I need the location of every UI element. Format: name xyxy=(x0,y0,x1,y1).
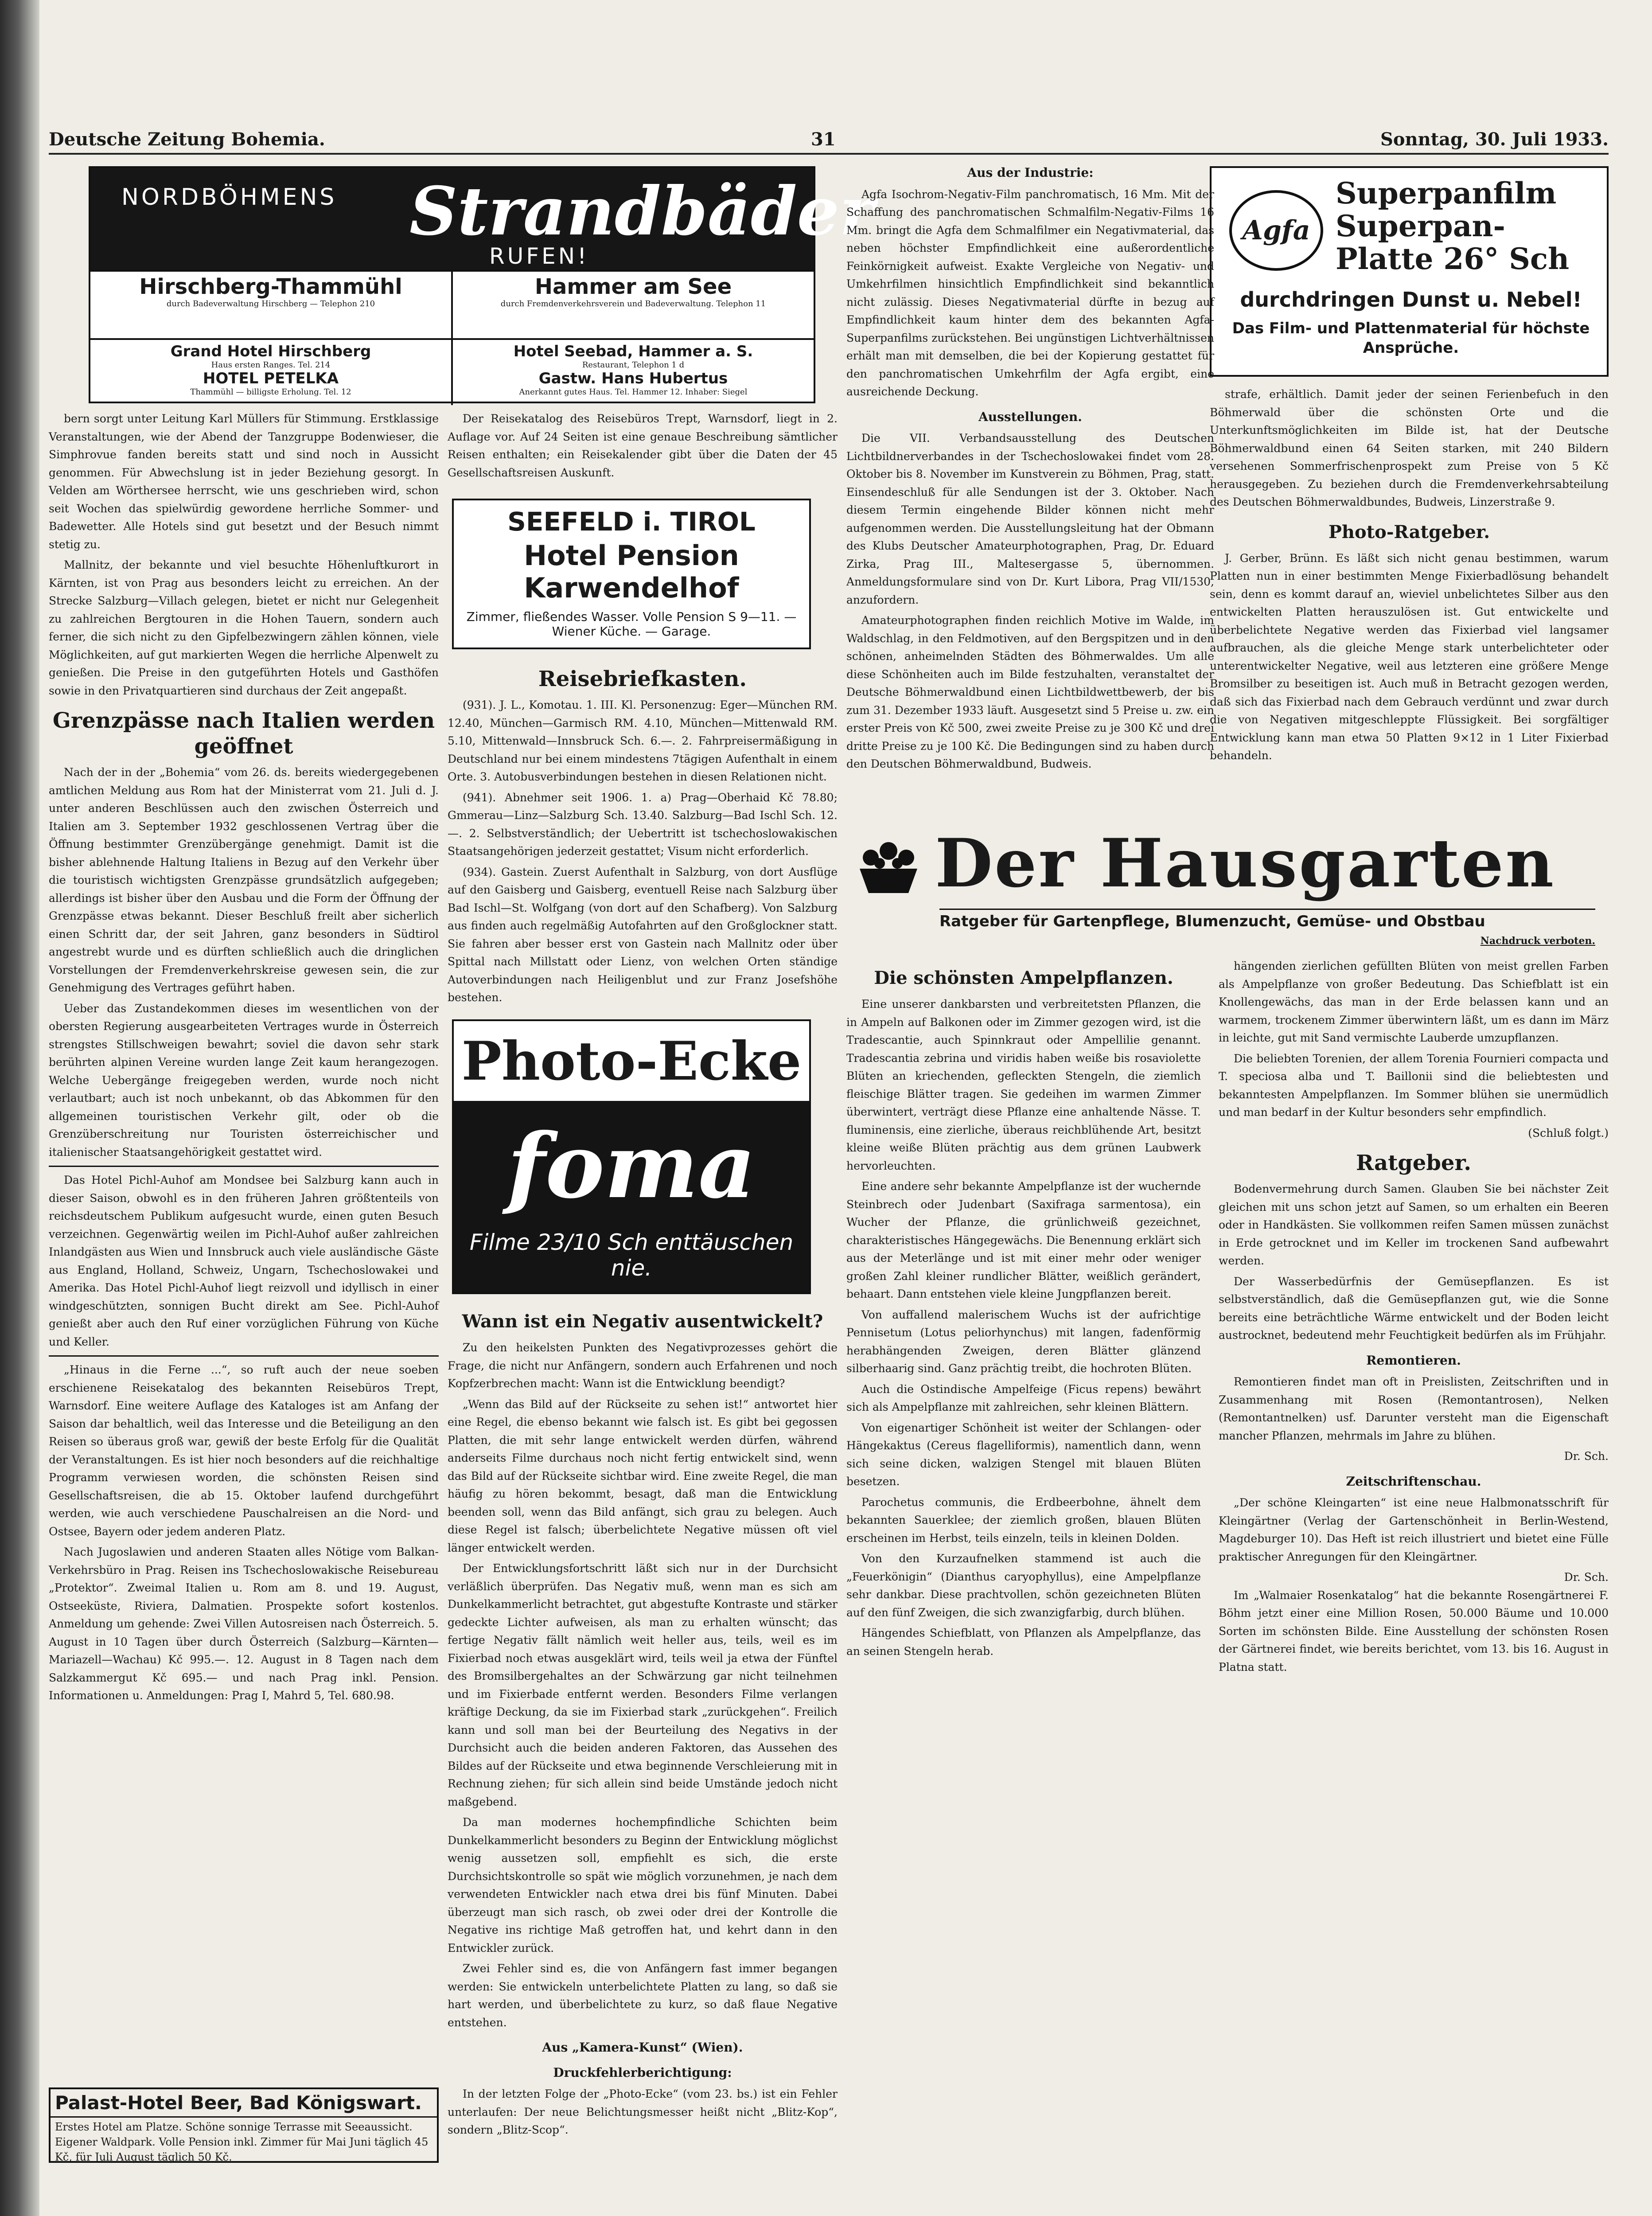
cell-sub: durch Badeverwaltung Hirschberg — Telephon 210 xyxy=(166,299,375,308)
negativ-article xyxy=(448,1301,838,2142)
ratgeber-column xyxy=(1219,957,1609,1679)
strandbaeder-row2 xyxy=(90,338,814,405)
strandbaeder-cell-hirschberg xyxy=(90,272,453,338)
strandbaeder-title: Strandbäder xyxy=(409,172,875,250)
seefeld-title: SEEFELD i. TIROL xyxy=(507,507,756,537)
strandbaeder-line1: NORDBÖHMENS xyxy=(121,184,337,211)
superpan-subtitle: durchdringen Dunst u. Nebel! xyxy=(1240,288,1582,312)
negativ-source: Aus „Kamera-Kunst“ (Wien). xyxy=(542,2040,743,2055)
headline-zeitschriftenschau: Zeitschriftenschau. xyxy=(1346,1474,1481,1489)
paragraph: bern sorgt unter Leitung Karl Müllers für Stimmung. Erstklassige Veranstaltungen, wie der Abend der Tanzgruppe Bodenwieser, die Simphrovue fanden bereits statt und sind noch in Aussicht genommen. Für Abwechslung ist in jeder Beziehung gesorgt. In Velden am Wörthersee herrscht, wie uns geschrieben wird, schon seit Wochen das spielwürdig gewordene herrliche Sommer- und Badewetter. Alle Hotels sind gut besetzt und der Besuch nimmt stetig zu. xyxy=(49,412,439,551)
paragraph: hängenden zierlichen gefüllten Blüten von meist grellen Farben als Ampelpflanze von großer Bedeutung. Das Schiefblatt ist ein Knollengewächs, das man in der Erde belassen kann und an warmem, trockenem Zimmer überwintern läßt, um es dann im März in leichte, gut mit Sand vermischte Lauberde umzupflanzen. xyxy=(1219,960,1609,1044)
schluss-folgt: (Schluß folgt.) xyxy=(1528,1126,1609,1139)
flower-basket-icon xyxy=(855,838,922,895)
seefeld-footer: Zimmer, fließendes Wasser. Volle Pension S 9—11. — Wiener Küche. — Garage. xyxy=(466,609,797,639)
paragraph: Amateurphotographen finden reichlich Motive im Walde, im Waldschlag, in den Feldmotiven, auf den Bergspitzen und in den schönen, anheimelnden Städten des Böhmerwaldes. Um alle diese Schönheiten auch im Bilde festzuhalten, veranstaltet der Deutsche Böhmerwaldbund einen Lichtbildwettbewerb, der bis zum 31. Dezember 1933 läuft. Ausgesetzt sind 5 Preise u. zw. ein erster Preis von Kč 500, zwei zweite Preise zu je 300 Kč und drei dritte Preise zu je 100 Kč. Die Bedingungen sind zu haben durch den Deutschen Böhmerwaldbund, Budweis. xyxy=(846,614,1214,770)
paragraph: Da man modernes hochempfindliche Schichten beim Dunkelkammerlicht besonders zu Beginn der Entwicklung möglichst wenig aussetzen soll, empfiehlt es sich, die erste Durchsichtskontrolle so spät wie möglich vorzunehmen, je nach dem verwendeten Entwickler nach etwa drei bis fünf Minuten. Dabei überzeugt man sich rasch, ob zwei oder drei der Kontrolle die Negative ins richtige Maß getroffen hat, und kehrt dann in den Entwickler zurück. xyxy=(448,1816,838,1955)
reisebriefkasten xyxy=(448,658,838,1010)
column-1 xyxy=(49,410,439,1708)
hausgarten-title: Der Hausgarten xyxy=(935,824,1556,902)
paragraph: Von den Kurzaufnelken stammend ist auch die „Feuerkönigin“ (Dianthus caryophyllus), eine Ampelpflanze sehr dankbar. Diese prachtvollen, schön gezeichneten Blüten auf den fünf Zweigen, die sich zwanzigfarbig, durch blühen. xyxy=(846,1552,1201,1619)
cell-title: Hotel Seebad, Hammer a. S. xyxy=(513,343,753,360)
paragraph: Die VII. Verbandsausstellung des Deutschen Lichtbildnerverbandes in der Tschechoslowakei findet vom 28. Oktober bis 8. November im Kunstverein zu Böhmen, Prag, statt. Einsendeschluß für alle Sendungen ist der 3. Oktober. Nach diesem Termin eingehende Bilder können nicht mehr aufgenommen werden. Die Ausstellungsleitung hat der Obmann des Klubs Deutscher Amateurphotographen, Prag, Dr. Eduard Zirka, Prag III., Maltesergasse 5, übernommen. Anmeldungsformulare sind von Dr. Kurt Libora, Prag VII/1530, anzufordern. xyxy=(846,432,1214,606)
strandbaeder-cell-grandhotel xyxy=(90,340,453,405)
headline-ratgeber: Ratgeber. xyxy=(1356,1151,1472,1175)
paragraph: Ueber das Zustandekommen dieses im wesentlichen von der obersten Regierung ausgearbeiteten Vertrages wurde in Österreich strengstes Stillschweigen bewahrt; soviel die davon sehr stark berührten alpinen Vereine wurden lange Zeit kaum herangezogen. Welche Uebergänge freigegeben werden, wurde noch nicht verlautbart; auch ist noch unbekannt, ob das Abkommen für den allgemeinen touristischen Verkehr gilt, oder ob die Grenzüberschreitung nur Touristen österreichischer und italienischer Staatsangehörigkeit gestattet wird. xyxy=(49,1002,439,1159)
foma-brand: foma xyxy=(507,1114,756,1218)
headline-photo-ratgeber: Photo-Ratgeber. xyxy=(1328,521,1490,542)
cell-sub: Anerkannt gutes Haus. Tel. Hammer 12. Inhaber: Siegel xyxy=(519,387,748,397)
paragraph: Eine unserer dankbarsten und verbreitetsten Pflanzen, die in Ampeln auf Balkonen oder im Zimmer gezogen wird, ist die Tradescantie, auch Spinnkraut oder Ampellilie genannt. Tradescantia zebrina und viridis haben weiße bis rosaviolette Blüten an kriechenden, gefleckten Stengeln, die ziemlich fleischige Blätter tragen. Sie gedeihen im warmen Zimmer überwintert, verträgt diese Pflanze eine anhaltende Nässe. T. fluminensis, eine zierliche, überaus reichblühende Art, besitzt kleine weiße Blüten prächtig aus dem grünen Laubwerk hervorleuchten. xyxy=(846,998,1201,1172)
seefeld-advertisement xyxy=(452,499,811,649)
seefeld-hotel: Hotel Pension Karwendelhof xyxy=(524,539,739,604)
headline-reisebriefkasten: Reisebriefkasten. xyxy=(538,667,747,691)
palast-title: Palast-Hotel Beer, Bad Königswart. xyxy=(51,2089,437,2118)
cell-sub: Haus ersten Ranges. Tel. 214 xyxy=(211,360,331,370)
paragraph: Bodenvermehrung durch Samen. Glauben Sie bei nächster Zeit gleichen mit uns schon jetzt auf Samen, so um erhalten ein Beeren oder in Handkästen. Sie vollkommen reifen Samen müssen zunächst in Erde getrocknet und im Keller im trockenen Sand aufbewahrt werden. xyxy=(1219,1182,1609,1267)
paragraph: Auch die Ostindische Ampelfeige (Ficus repens) bewährt sich als Ampelpflanze mit zahlreichen, sehr kleinen Blättern. xyxy=(846,1382,1201,1413)
divider xyxy=(49,1166,439,1167)
headline-industrie: Aus der Industrie: xyxy=(967,165,1094,180)
superpan-footer: Das Film- und Plattenmaterial für höchste Ansprüche. xyxy=(1232,320,1590,357)
paragraph: Im „Walmaier Rosenkatalog“ hat die bekannte Rosengärtnerei F. Böhm jetzt einer eine Million Rosen, 50.000 Bäume und 10.000 Sorten im schönsten Bilde. Eine Ausstellung der schönsten Rosen der Gärtnerei findet, wie bereits berichtet, vom 13. bis 16. August in Platna statt. xyxy=(1219,1588,1609,1674)
superpan-advertisement xyxy=(1210,166,1609,377)
paragraph: Parochetus communis, die Erdbeerbohne, ähnelt dem bekannten Sauerklee; der ziemlich großen, blauen Blüten erscheinen im Herbst, teils einzeln, teils in kleinen Dolden. xyxy=(846,1495,1201,1545)
cell-sub: Restaurant, Telephon 1 d xyxy=(582,360,685,370)
paragraph: Nach Jugoslawien und anderen Staaten alles Nötige vom Balkan-Verkehrsbüro in Prag. Reisen ins Tschechoslowakische Reisebureau „Protektor“. Zweimal Italien u. Rom am 8. und 19. August, Ostseeküste, Riviera, Dalmatien. Prospekte sofort kostenlos. Anmeldung um gehende: Zwei Villen Autosreisen nach Österreich. 5. August in 10 Tagen über durch Österreich (Salzburg—Kärnten—Mariazell—Wachau) Kč 995.—. 12. August in 8 Tagen nach dem Salzkammergut Kč 695.— und nach Prag inkl. Pension. Informationen u. Anmeldungen: Prag I, Mahrd 5, Tel. 680.98. xyxy=(49,1545,439,1702)
paragraph: Eine andere sehr bekannte Ampelpflanze ist der wuchernde Steinbrech oder Judenbart (Saxifraga sarmentosa), ein Wucher der Pflanze, die grünlichweiß gezeichnet, charakteristisches Hängegewächs. Die Benennung erklärt sich aus der Meterlänge und ist mit einer mehr oder weniger großen Zahl kleiner rundlicher Blätter, weißlich gerändert, behaart. Dann entstehen viele kleine Jungpflanzen bereit. xyxy=(846,1180,1201,1300)
palast-body: Erstes Hotel am Platze. Schöne sonnige Terrasse mit Seeaussicht. Eigener Waldpark. Volle Pension inkl. Zimmer für Mai Juni täglich 45 Kč, für Juli August täglich 50 Kč. xyxy=(55,2121,429,2163)
paragraph: Zwei Fehler sind es, die von Anfängern fast immer begangen werden: Sie entwickeln unterbelichtete Platten zu lang, so daß sie hart werden, und überbelichtete zu kurz, so daß flaue Negative entstehen. xyxy=(448,1962,838,2029)
ampelpflanzen-article xyxy=(846,957,1201,1663)
paragraph: In der letzten Folge der „Photo-Ecke“ (vom 23. bs.) ist ein Fehler unterlaufen: Der neue Belichtungsmesser heißt nicht „Blitz-Kop“, sondern „Blitz-Scop“. xyxy=(448,2087,838,2136)
divider xyxy=(49,1355,439,1357)
superpan-title-3: Platte 26° Sch xyxy=(1336,242,1570,276)
paragraph: (931). J. L., Komotau. 1. III. Kl. Personenzug: Eger—München RM. 12.40, München—Garmisch RM. 4.10, München—Mittenwald RM. 5.10, Mittenwald—Innsbruck Sch. 6.—. 2. Fahrpreisermäßigung in Deutschland nur bei einem mindestens 7tägigen Aufenthalt in einem Orte. 3. Autobusverbindungen bestehen in diesen Relationen nicht. xyxy=(448,698,838,783)
paragraph: strafe, erhältlich. Damit jeder der seinen Ferienbefuch in den Böhmerwald über die schönsten Orte und die Unterkunftsmöglichkeiten im Bilde ist, hat der Deutsche Böhmerwaldbund einen 64 Seiten starken, mit 240 Bildern versehenen Sommerfrischenprospekt zum Preise von 5 Kč herausgegeben. Zu beziehen durch die Fremdenverkehrsabteilung des Deutschen Böhmerwaldbundes, Budweis, Linzerstraße 9. xyxy=(1210,388,1609,508)
scan-edge xyxy=(0,0,40,2216)
foma-tagline: Filme 23/10 Sch enttäuschen nie. xyxy=(469,1229,794,1281)
cell-title: HOTEL PETELKA xyxy=(203,370,339,387)
photo-ecke-title: Photo-Ecke xyxy=(461,1030,802,1092)
paragraph: Von eigenartiger Schönheit ist weiter der Schlangen- oder Hängekaktus (Cereus flagelliformis), namentlich dann, wenn sich seine dicken, walzigen Stengel mit blauen Blüten besetzen. xyxy=(846,1421,1201,1488)
strandbaeder-row1 xyxy=(90,270,814,338)
hausgarten-subtitle: Ratgeber für Gartenpflege, Blumenzucht, Gemüse- und Obstbau xyxy=(939,909,1595,930)
strandbaeder-cell-seebad xyxy=(453,340,814,405)
strandbaeder-cell-hammer xyxy=(453,272,814,338)
photo-ecke-banner xyxy=(452,1019,811,1294)
strandbaeder-banner xyxy=(90,168,875,270)
paragraph: Der Entwicklungsfortschritt läßt sich nur in der Durchsicht verläßlich überprüfen. Das Negativ muß, wenn man es sich am Dunkelkammerlicht betrachtet, gut abgestufte Kontraste und stärker gedeckte Lichter aufweisen, als man zu erhalten wünscht; das fertige Negativ fällt nämlich weit heller aus, teils, weil es im Fixierbad noch etwas ausgeklärt wird, teils weil ja etwa der Fünftel des Bromsilbergehaltes an der Schwärzung gar nicht teilnehmen und im Fixierbade entfernt werden. Besonders Filme verlangen kräftige Deckung, da sie im Fixierbad stark „zurückgehen“. Freilich kann und soll man bei der Beurteilung des Negativs in der Durchsicht auch die beiden anderen Faktoren, das Aussehen des Bildes auf der Rückseite und etwa beginnende Verschleierung mit in Rechnung ziehen; für sich allein sind beide Umstände jedoch nicht maßgebend. xyxy=(448,1562,838,1808)
strandbaeder-advertisement xyxy=(89,166,875,403)
headline-ausstellungen: Ausstellungen. xyxy=(978,409,1082,424)
paragraph: Die beliebten Torenien, der allem Torenia Fournieri compacta und T. speciosa alba und T. Baillonii sind die beliebtesten und bekanntesten Ampelpflanzen. Im Sommer blühen sie unermüdlich und man bedarf in der Kultur besonders sehr empfindlich. xyxy=(1219,1052,1609,1119)
paragraph: Der Reisekatalog des Reisebüros Trept, Warnsdorf, liegt in 2. Auflage vor. Auf 24 Seiten ist eine genaue Beschreibung sämtlicher Reisen enthalten; ein Reisekalender gibt über die Daten der 45 Gesellschaftsreisen Auskunft. xyxy=(448,412,838,479)
paragraph: (934). Gastein. Zuerst Aufenthalt in Salzburg, von dort Ausflüge auf den Gaisberg und Gaisberg, eventuell Reise nach Salzburg über Bad Ischl—St. Wolfgang (von dort auf den Schafberg). Von Salzburg aus finden auch regelmäßig Autofahrten auf den Großglockner statt. Sie fahren aber besser erst von Gastein nach Mallnitz oder über Spittal nach Millstatt oder Lienz, von welchen Orten ständige Autoverbindungen nach Heiligenblut und zur Franz Josefshöhe bestehen. xyxy=(448,865,838,1004)
strandbaeder-line3: RUFEN! xyxy=(489,243,589,269)
paragraph: Zu den heikelsten Punkten des Negativprozesses gehört die Frage, die nicht nur Anfängern, sondern auch Erfahrenen und noch Kopfzerbrechen macht: Wann ist die Entwicklung beendigt? xyxy=(448,1341,838,1390)
cell-title: Hammer am See xyxy=(534,274,732,299)
signature: Dr. Sch. xyxy=(1564,1571,1609,1584)
foma-advertisement xyxy=(454,1101,809,1292)
column-2 xyxy=(448,410,838,484)
palast-hotel-advertisement xyxy=(49,2087,439,2163)
cell-title: Gastw. Hans Hubertus xyxy=(538,370,728,387)
headline-ampelpflanzen: Die schönsten Ampelpflanzen. xyxy=(874,968,1173,988)
headline-remontieren: Remontieren. xyxy=(1366,1353,1461,1368)
paragraph: Das Hotel Pichl-Auhof am Mondsee bei Salzburg kann auch in dieser Saison, obwohl es in den früheren Jahren größtenteils von reichsdeutschem Publikum aufgesucht wurde, einen guten Besuch verzeichnen. Gegenwärtig weilen im Pichl-Auhof außer zahlreichen Inlandgästen aus Wien und Innsbruck auch viele ausländische Gäste aus England, Holland, Schweiz, Ungarn, Tschechoslowakei und Amerika. Das Hotel Pichl-Auhof liegt reizvoll und idyllisch in einer windgeschützten, sonnigen Bucht direkt am See. Pichl-Auhof genießt aber auch den Ruf einer vorzüglichen Führung von Küche und Keller. xyxy=(49,1174,439,1348)
superpan-title-2: Superpan- xyxy=(1336,209,1505,243)
column-3-top xyxy=(846,164,1214,776)
headline-druckfehler: Druckfehlerberichtigung: xyxy=(553,2065,732,2080)
header-page-number: 31 xyxy=(811,129,836,150)
column-4-top xyxy=(1210,386,1609,768)
cell-title: Hirschberg-Thammühl xyxy=(139,274,402,299)
headline-grenzpaesse: Grenzpässe nach Italien werden geöffnet xyxy=(52,708,435,759)
cell-sub: Thammühl — billigste Erholung. Tel. 12 xyxy=(190,387,351,397)
paragraph: Agfa Isochrom-Negativ-Film panchromatisch, 16 Mm. Mit der Schaffung des panchromatischen Schmalfilm-Negativ-Films 16 Mm. bringt die Agfa dem Schmalfilmer ein Negativmaterial, das neben höchster Empfindlichkeit eine außerordentliche Feinkörnigkeit aufweist. Exakte Vergleiche von Negativ- und Umkehrfilmen hinsichtlich Empfindlichkeit sind bekanntlich nicht zulässig. Dieses Negativmaterial dürfte in bezug auf Empfindlichkeit kaum hinter dem des bekannten Agfa-Superpanfilms zurückstehen. Bei ungünstigen Lichtverhältnissen erhält man mit demselben, die bei der Kopierung gestattet für den panchromatischen Umkehrfilm der Agfa ergibt, eine ausreichende Deckung. xyxy=(846,187,1214,398)
paragraph: „Hinaus in die Ferne ...“, so ruft auch der neue soeben erschienene Reisekatalog des bekannten Reisebüros Trept, Warnsdorf. Eine weitere Auflage des Kataloges ist am Anfang der Saison dar behaltlich, weil das Interesse und die Beteiligung an den Reisen so überaus groß war, gewiß der beste Erfolg für die Qualität der Veranstaltungen. Es ist hier noch besonders auf die reichhaltige Programm verwiesen worden, die schönsten Reisen sind Gesellschaftsreisen, die ab 15. Oktober laufend durchgeführt werden, wie auch verschiedene Pauschalreisen an die Nord- und Ostsee, Bayern oder jedem anderen Platz. xyxy=(49,1363,439,1538)
cell-sub: durch Fremdenverkehrsverein und Badeverwaltung. Telephon 11 xyxy=(500,299,766,308)
header-newspaper-name: Deutsche Zeitung Bohemia. xyxy=(49,129,325,150)
paragraph: Hängendes Schiefblatt, von Pflanzen als Ampelpflanze, das an seinen Stengeln herab. xyxy=(846,1627,1201,1658)
paragraph: J. Gerber, Brünn. Es läßt sich nicht genau bestimmen, warum Platten nun in einer bestimmten Menge Fixierbadlösung behandelt sein, denn es kommt darauf an, wieviel unbelichtetes Silber aus den entwickelten Platten herauszulösen ist. Gut entwickelte und überbelichtete Negative werden das Fixierbad viel langsamer aufbrauchen, als die gleiche Menge stark unterbelichteter oder unterentwickelter Negative, weil aus letzteren eine größere Menge Bromsilber zu beseitigen ist. Auch muß in Betracht gezogen werden, daß sich das Fixierbad nach dem Gebrauch verdünnt und zwar durch die von Negativen mitgeschleppte Flüssigkeit. Bei sorgfältiger Entwicklung kann man etwa 50 Platten 9×12 in 1 Liter Fixierbad behandeln. xyxy=(1210,551,1609,762)
agfa-logo: Agfa xyxy=(1229,190,1323,271)
paragraph: Mallnitz, der bekannte und viel besuchte Höhenluftkurort in Kärnten, ist von Prag aus besonders leicht zu erreichen. An der Strecke Salzburg—Villach gelegen, bietet er nicht nur Gelegenheit zu zahlreichen Bergtouren in die Hohen Tauern, sondern auch ferner, die sich nicht zu den Gipfelbezwingern zählen können, viele Möglichkeiten, auf gut markierten Wegen die herrliche Alpenwelt zu genießen. Die Preise in den gutgeführten Hotels und Gasthöfen sowie in den Privatquartieren sind durchaus der Zeit angepaßt. xyxy=(49,558,439,697)
paragraph: „Wenn das Bild auf der Rückseite zu sehen ist!“ antwortet hier eine Regel, die ebenso bekannt wie falsch ist. Es gibt bei gegossen Platten, die mit sehr lange entwickelt werden dürfen, während anderseits Filme durchaus noch nicht fertig entwickelt sind, wenn das Bild auf der Rückseite sichtbar wird. Eine zweite Regel, die man häufig zu hören bekommt, besagt, daß man die Entwicklung beenden soll, wenn das Bild anfängt, sich grau zu belegen. Auch diese Regel ist falsch; überbelichtete Negative müssen oft viel länger entwickelt werden. xyxy=(448,1397,838,1554)
superpan-title xyxy=(1336,177,1569,275)
paragraph: „Der schöne Kleingarten“ ist eine neue Halbmonatsschrift für Kleingärtner (Verlag der Gartenschönheit in Berlin-Westend, Magdeburger 10). Das Heft ist reich illustriert und bietet eine Fülle praktischer Anregungen für den Kleingärtner. xyxy=(1219,1496,1609,1563)
paragraph: Der Wasserbedürfnis der Gemüsepflanzen. Es ist selbstverständlich, daß die Gemüsepflanzen gut, wie die Sonne bereits eine beträchtliche Wärme entwickelt und der Boden leicht austrocknet, bedeutend mehr Feuchtigkeit bedürfen als im Frühjahr. xyxy=(1219,1275,1609,1342)
page-header xyxy=(49,126,1609,155)
cell-title: Grand Hotel Hirschberg xyxy=(170,343,371,360)
signature: Dr. Sch. xyxy=(1564,1450,1609,1463)
paragraph: (941). Abnehmer seit 1906. 1. a) Prag—Oberhaid Kč 78.80; Gmmerau—Linz—Salzburg Sch. 13.40. Salzburg—Bad Ischl Sch. 12.—. 2. Selbstverständlich; der Uebertritt ist tschechoslowakischen Staatsangehörigen jederzeit gestattet; Visum nicht erforderlich. xyxy=(448,791,838,858)
header-date: Sonntag, 30. Juli 1933. xyxy=(1380,129,1609,150)
nachdruck-note: Nachdruck verboten. xyxy=(1480,935,1595,947)
headline-negativ: Wann ist ein Negativ ausentwickelt? xyxy=(462,1311,823,1332)
paragraph: Von auffallend malerischem Wuchs ist der aufrichtige Pennisetum (Lotus peliorhynchus) mit langen, fadenförmig herabhängenden Zweigen, deren Blätter glänzend silberhaarig sind. Ganz prächtig treibt, die hochroten Blüten. xyxy=(846,1308,1201,1375)
paragraph: Remontieren findet man oft in Preislisten, Zeitschriften und in Zusammenhang mit Rosen (Remontantrosen), Nelken (Remontantnelken) usf. Darunter versteht man die Eigenschaft mancher Pflanzen, mehrmals im Jahre zu blühen. xyxy=(1219,1375,1609,1442)
hausgarten-banner xyxy=(846,824,1609,947)
paragraph: Nach der in der „Bohemia“ vom 26. ds. bereits wiedergegebenen amtlichen Meldung aus Rom hat der Ministerrat vom 21. Juli d. J. unter anderen Beschlüssen auch den zwischen Österreich und Italien am 3. September 1932 geschlossenen Vertrag über die Öffnung bestimmter Grenzübergänge genehmigt. Damit ist die bisher ablehnende Haltung Italiens in Bezug auf den Verkehr über die touristisch wichtigsten Grenzpässe grundsätzlich aufgegeben; allerdings ist bisher über den Ausbau und die Form der Öffnung der Grenzpässe etwas bekannt. Dieser Beschluß freilt aber sicherlich einen Schritt dar, der seit Jahren, ganz besonders in Südtirol angestrebt wurde und es dürften schließlich auch die dringlichen Vorstellungen der Fremdenverkehrskreise gewesen sein, die zur Genehmigung des Vertrages geführt haben. xyxy=(49,766,439,994)
superpan-title-1: Superpanfilm xyxy=(1336,176,1557,211)
